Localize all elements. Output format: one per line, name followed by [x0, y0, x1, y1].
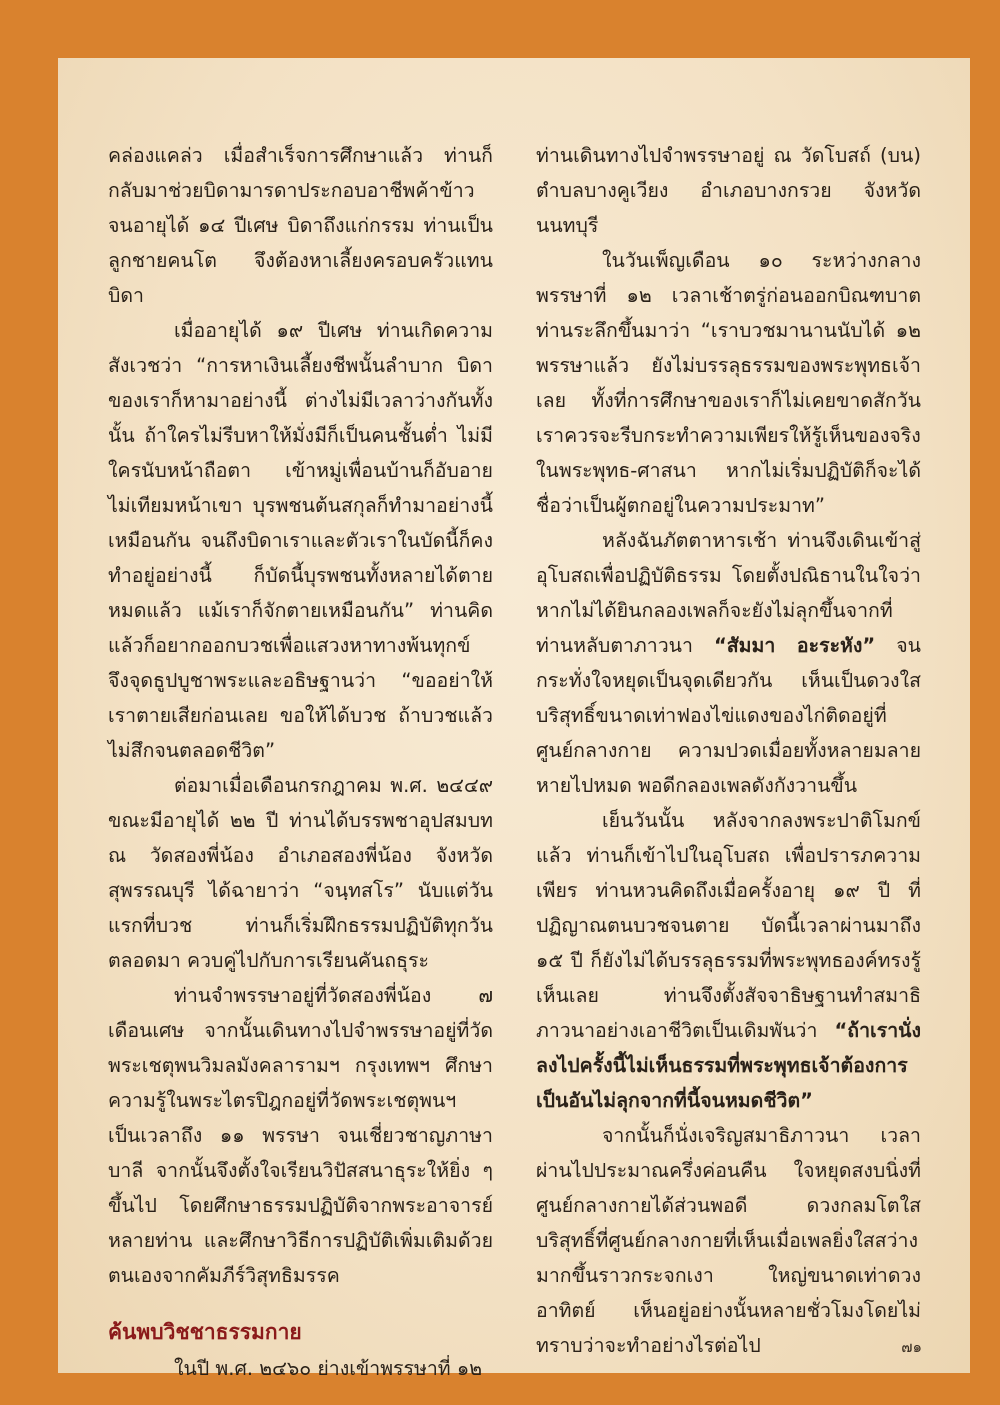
vow-bold: “ถ้าเรานั่งลงไปครั้งนี้ไม่เห็นธรรมที่พระพุทธเจ้าต้องการ เป็นอันไม่ลุกจากที่นี้จนหมดชีวิต” — [536, 1019, 921, 1112]
right-column — [536, 138, 921, 1363]
left-paragraph-1: คล่องแคล่ว เมื่อสำเร็จการศึกษาแล้ว ท่านก็กลับมาช่วยบิดามารดาประกอบอาชีพค้าข้าว จนอายุได้ ๑๔ ปีเศษ บิดาถึงแก่กรรม ท่านเป็นลูกชายคนโต จึงต้องหาเลี้ยงครอบครัวแทนบิดา — [108, 144, 493, 307]
right-paragraph-3 — [536, 523, 921, 803]
right-paragraph-3-text-c: จนกระทั่งใจหยุดเป็นจุดเดียวกัน เห็นเป็นดวงใสบริสุทธิ์ขนาดเท่าฟองไข่แดงของไก่ติดอยู่ที่ศูนย์กลางกาย ความปวดเมื่อยทั้งหลายมลายหายไปหมด พอดีกลองเพลดังกังวานขึ้น — [536, 634, 921, 797]
right-paragraph-5: จากนั้นก็นั่งเจริญสมาธิภาวนา เวลาผ่านไปประมาณครึ่งค่อนคืน ใจหยุดสงบนิ่งที่ศูนย์กลางกายได้ส่วนพอดี ดวงกลมโตใสบริสุทธิ์ที่ศูนย์กลางกายที่เห็นเมื่อเพลยิ่งใสสว่างมากขึ้นราวกระจกเงา ใหญ่ขนาดเท่าดวงอาทิตย์ เห็นอยู่อย่างนั้นหลายชั่วโมงโดยไม่ทราบว่าจะทำอย่างไรต่อไป — [536, 1124, 921, 1357]
section-heading: ค้นพบวิชชาธรรมกาย — [108, 1320, 302, 1344]
left-paragraph-4: ท่านจำพรรษาอยู่ที่วัดสองพี่น้อง ๗ เดือนเศษ จากนั้นเดินทางไปจำพรรษาอยู่ที่วัดพระเชตุพนวิมลมังคลารามฯ กรุงเทพฯ ศึกษาความรู้ในพระไตรปิฎกอยู่ที่วัดพระเชตุพนฯ เป็นเวลาถึง ๑๑ พรรษา จนเชี่ยวชาญภาษาบาลี จากนั้นจึงตั้งใจเรียนวิปัสสนาธุระให้ยิ่ง ๆ ขึ้นไป โดยศึกษาธรรมปฏิบัติจากพระอาจารย์หลายท่าน และศึกษาวิธีการปฏิบัติเพิ่มเติมด้วยตนเองจากคัมภีร์วิสุทธิมรรค — [108, 984, 493, 1287]
left-paragraph-5: ในปี พ.ศ. ๒๔๖๐ ย่างเข้าพรรษาที่ ๑๒ — [174, 1357, 483, 1380]
left-column — [108, 138, 493, 1386]
page-number: ๗๑ — [901, 1338, 922, 1356]
right-paragraph-3-text-a: หลังฉันภัตตาหารเช้า ท่านจึงเดินเข้าสู่อุโบสถเพื่อปฏิบัติธรรม โดยตั้งปณิธานในใจว่า หากไม่ได้ยินกลองเพลก็จะยังไม่ลุกขึ้นจากที่ ท่านหลับตาภาวนา — [536, 529, 921, 657]
right-paragraph-4-text-a: เย็นวันนั้น หลังจากลงพระปาติโมกข์แล้ว ท่านก็เข้าไปในอุโบสถ เพื่อปรารภความเพียร ท่านหวนคิดถึงเมื่อครั้งอายุ ๑๙ ปี ที่ปฏิญาณตนบวชจนตาย บัดนี้เวลาผ่านมาถึง ๑๕ ปี ก็ยังไม่ได้บรรลุธรรมที่พระพุทธองค์ทรงรู้เห็นเลย ท่านจึงตั้งสัจจาธิษฐานทำสมาธิภาวนาอย่างเอาชีวิตเป็นเดิมพันว่า — [536, 809, 921, 1042]
page-paper — [58, 58, 970, 1380]
right-paragraph-4 — [536, 803, 921, 1118]
left-paragraph-2: เมื่ออายุได้ ๑๙ ปีเศษ ท่านเกิดความสังเวชว่า “การหาเงินเลี้ยงชีพนั้นลำบาก บิดาของเราก็หามาอย่างนี้ ต่างไม่มีเวลาว่างกันทั้งนั้น ถ้าใครไม่รีบหาให้มั่งมีก็เป็นคนชั้นต่ำ ไม่มีใครนับหน้าถือตา เข้าหมู่เพื่อนบ้านก็อับอาย ไม่เทียมหน้าเขา บุรพชนต้นสกุลก็ทำมาอย่างนี้เหมือนกัน จนถึงบิดาเราและตัวเราในบัดนี้ก็คงทำอยู่อย่างนี้ ก็บัดนี้บุรพชนทั้งหลายได้ตายหมดแล้ว แม้เราก็จักตายเหมือนกัน” ท่านคิดแล้วก็อยากออกบวชเพื่อแสวงหาทางพ้นทุกข์ จึงจุดธูปบูชาพระและอธิษฐานว่า “ขออย่าให้เราตายเสียก่อนเลย ขอให้ได้บวช ถ้าบวชแล้วไม่สึกจนตลอดชีวิต” — [108, 319, 493, 762]
left-paragraph-3: ต่อมาเมื่อเดือนกรกฎาคม พ.ศ. ๒๔๔๙ ขณะมีอายุได้ ๒๒ ปี ท่านได้บรรพชาอุปสมบท ณ วัดสองพี่น้อง อำเภอสองพี่น้อง จังหวัดสุพรรณบุรี ได้ฉายาว่า “จนฺทสโร” นับแต่วันแรกที่บวช ท่านก็เริ่มฝึกธรรมปฏิบัติทุกวันตลอดมา ควบคู่ไปกับการเรียนคันถธุระ — [108, 774, 493, 972]
right-paragraph-2: ในวันเพ็ญเดือน ๑๐ ระหว่างกลางพรรษาที่ ๑๒ เวลาเช้าตรู่ก่อนออกบิณฑบาต ท่านระลึกขึ้นมาว่า “เราบวชมานานนับได้ ๑๒ พรรษาแล้ว ยังไม่บรรลุธรรมของพระพุทธเจ้าเลย ทั้งที่การศึกษาของเราก็ไม่เคยขาดสักวัน เราควรจะรีบกระทำความเพียรให้รู้เห็นของจริงในพระพุทธ-ศาสนา หากไม่เริ่มปฏิบัติก็จะได้ชื่อว่าเป็นผู้ตกอยู่ในความประมาท” — [536, 249, 921, 517]
right-paragraph-1: ท่านเดินทางไปจำพรรษาอยู่ ณ วัดโบสถ์ (บน) ตำบลบางคูเวียง อำเภอบางกรวย จังหวัดนนทบุรี — [536, 144, 921, 237]
mantra-bold: “สัมมา อะระหัง” — [713, 634, 876, 657]
